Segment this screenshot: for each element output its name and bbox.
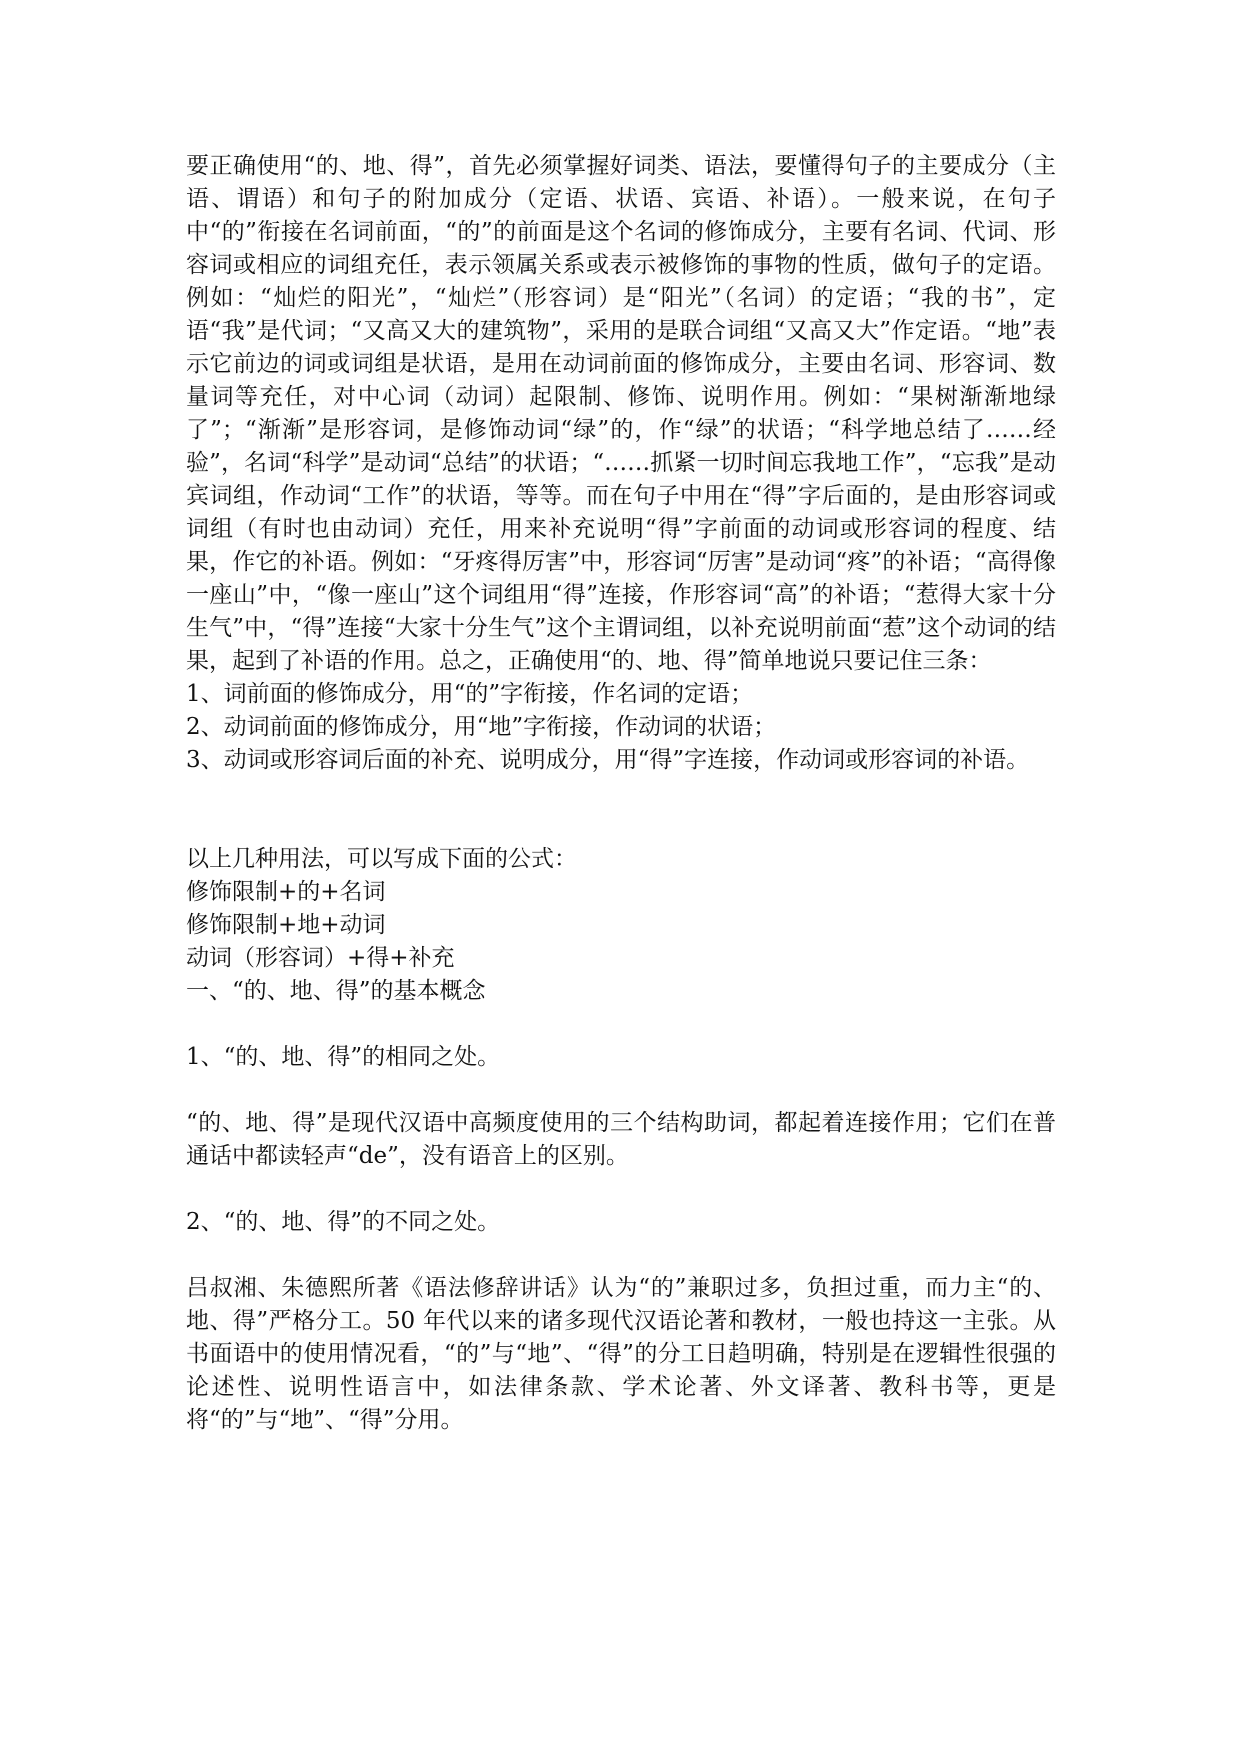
rule-item-2: 2、动词前面的修饰成分，用“地”字衔接，作动词的状语；: [186, 714, 777, 740]
rule-item-3: 3、动词或形容词后面的补充、说明成分，用“得”字连接，作动词或形容词的补语。: [186, 747, 1030, 773]
spacer: [186, 1008, 1056, 1041]
spacer: [186, 777, 1056, 843]
subheading-different: 2、“的、地、得”的不同之处。: [186, 1209, 501, 1235]
subheading-same: 1、“的、地、得”的相同之处。: [186, 1044, 501, 1070]
spacer: [186, 1173, 1056, 1206]
document-body: [186, 150, 1056, 1437]
spacer: [186, 1074, 1056, 1107]
formula-list: [186, 876, 1056, 975]
formula-item-1: 修饰限制+的+名词: [186, 879, 386, 905]
spacer: [186, 1239, 1056, 1272]
formula-intro: 以上几种用法，可以写成下面的公式：: [186, 846, 577, 872]
paragraph-same: “的、地、得”是现代汉语中高频度使用的三个结构助词，都起着连接作用；它们在普通话中都读轻声“de”，没有语音上的区别。: [186, 1110, 1056, 1169]
formula-item-3: 动词（形容词）+得+补充: [186, 945, 455, 971]
rules-list: [186, 678, 1056, 777]
intro-paragraph: 要正确使用“的、地、得”，首先必须掌握好词类、语法，要懂得句子的主要成分（主语、谓语）和句子的附加成分（定语、状语、宾语、补语）。一般来说，在句子中“的”衔接在名词前面，“的”的前面是这个名词的修饰成分，主要有名词、代词、形容词或相应的词组充任，表示领属关系或表示被修饰的事物的性质，做句子的定语。例如：“灿烂的阳光”，“灿烂”（形容词）是“阳光”（名词）的定语；“我的书”，定语“我”是代词；“又高又大的建筑物”，采用的是联合词组“又高又大”作定语。“地”表示它前边的词或词组是状语，是用在动词前面的修饰成分，主要由名词、形容词、数量词等充任，对中心词（动词）起限制、修饰、说明作用。例如：“果树渐渐地绿了”；“渐渐”是形容词，是修饰动词“绿”的，作“绿”的状语；“科学地总结了……经验”，名词“科学”是动词“总结”的状语；“……抓紧一切时间忘我地工作”，“忘我”是动宾词组，作动词“工作”的状语，等等。而在句子中用在“得”字后面的，是由形容词或词组（有时也由动词）充任，用来补充说明“得”字前面的动词或形容词的程度、结果，作它的补语。例如：“牙疼得厉害”中，形容词“厉害”是动词“疼”的补语；“高得像一座山”中，“像一座山”这个词组用“得”连接，作形容词“高”的补语；“惹得大家十分生气”中，“得”连接“大家十分生气”这个主谓词组，以补充说明前面“惹”这个动词的结果，起到了补语的作用。总之，正确使用“的、地、得”简单地说只要记住三条：: [186, 153, 1056, 674]
rule-item-1: 1、词前面的修饰成分，用“的”字衔接，作名词的定语；: [186, 681, 754, 707]
section-heading: 一、“的、地、得”的基本概念: [186, 978, 486, 1004]
formula-item-2: 修饰限制+地+动词: [186, 912, 386, 938]
paragraph-different: 吕叔湘、朱德熙所著《语法修辞讲话》认为“的”兼职过多，负担过重，而力主“的、地、得”严格分工。50 年代以来的诸多现代汉语论著和教材，一般也持这一主张。从书面语中的使用情况看，“的”与“地”、“得”的分工日趋明确，特别是在逻辑性很强的论述性、说明性语言中，如法律条款、学术论著、外文译著、教科书等，更是将“的”与“地”、“得”分用。: [186, 1275, 1056, 1433]
